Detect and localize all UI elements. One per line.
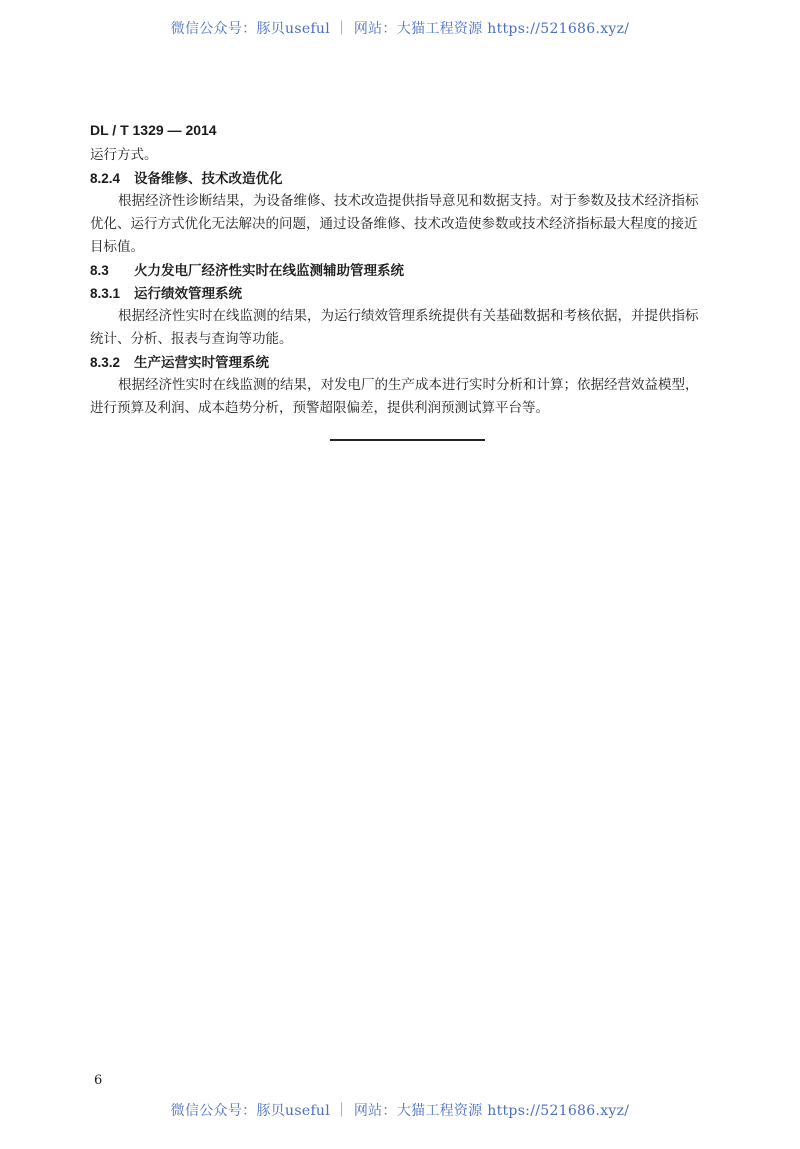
section-heading-8-2-4 xyxy=(90,167,730,190)
paragraph-line: 优化、运行方式优化无法解决的问题，通过设备维修、技术改造使参数或技术经济指标最大程度的接近 xyxy=(90,216,698,232)
section-title: 火力发电厂经济性实时在线监测辅助管理系统 xyxy=(134,263,404,278)
paragraph-line: 根据经济性实时在线监测的结果，对发电厂的生产成本进行实时分析和计算；依据经营效益模型， xyxy=(118,377,699,393)
section-number: 8.3 xyxy=(90,263,109,278)
end-of-document-rule xyxy=(330,439,485,441)
section-title: 运行绩效管理系统 xyxy=(134,286,242,301)
paragraph-line: 目标值。 xyxy=(90,239,144,255)
paragraph-line: 统计、分析、报表与查询等功能。 xyxy=(90,331,293,347)
section-title: 生产运营实时管理系统 xyxy=(134,355,269,370)
paragraph-line: 进行预算及利润、成本趋势分析，预警超限偏差，提供利润预测试算平台等。 xyxy=(90,400,549,416)
document-code-header: DL / T 1329 — 2014 xyxy=(90,122,217,138)
watermark-top: 微信公众号：豚贝useful ｜ 网站：大猫工程资源 https://521686.xyz/ xyxy=(170,21,630,37)
section-heading-8-3-1 xyxy=(90,282,730,305)
section-heading-8-3 xyxy=(90,259,730,282)
paragraph-continuation: 运行方式。 xyxy=(90,147,158,163)
paragraph-line: 根据经济性实时在线监测的结果，为运行绩效管理系统提供有关基础数据和考核依据，并提供指标 xyxy=(118,308,699,324)
watermark-bottom: 微信公众号：豚贝useful ｜ 网站：大猫工程资源 https://521686.xyz/ xyxy=(170,1103,630,1119)
page-body xyxy=(90,144,730,420)
section-number: 8.2.4 xyxy=(90,171,121,186)
paragraph-line: 根据经济性诊断结果，为设备维修、技术改造提供指导意见和数据支持。对于参数及技术经济指标 xyxy=(118,193,699,209)
section-heading-8-3-2 xyxy=(90,351,730,374)
page-number: 6 xyxy=(94,1073,103,1088)
section-number: 8.3.1 xyxy=(90,286,121,301)
section-title: 设备维修、技术改造优化 xyxy=(134,171,283,186)
section-number: 8.3.2 xyxy=(90,355,121,370)
